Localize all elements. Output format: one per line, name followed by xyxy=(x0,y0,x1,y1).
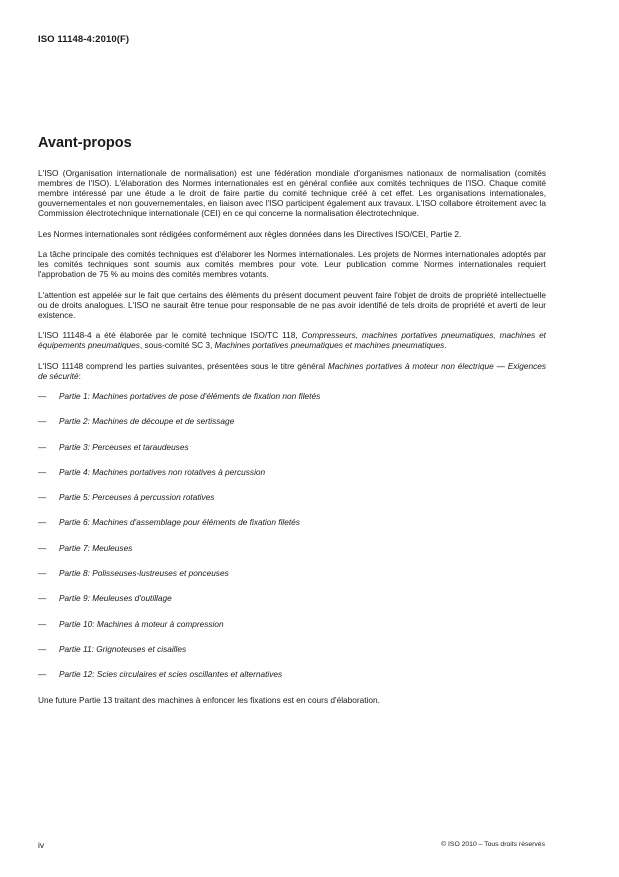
parts-intro-lead: L'ISO 11148 comprend les parties suivantes, présentées sous le titre général xyxy=(38,360,328,371)
list-item xyxy=(38,669,546,694)
parts-intro-end: : xyxy=(78,370,81,381)
parts-list xyxy=(38,391,546,695)
part-label: Partie 5: Perceuses à percussion rotatives xyxy=(59,492,215,503)
copyright-notice: © ISO 2010 – Tous droits réservés xyxy=(441,841,545,848)
list-item xyxy=(38,619,546,644)
em-dash-bullet: — xyxy=(38,593,47,604)
list-item xyxy=(38,568,546,593)
list-item xyxy=(38,492,546,517)
em-dash-bullet: — xyxy=(38,669,47,680)
page-number: iv xyxy=(38,840,45,850)
list-item xyxy=(38,442,546,467)
paragraph-directives: Les Normes internationales sont rédigées conformément aux règles données dans les Directives ISO/CEI, Partie 2. xyxy=(38,228,462,239)
paragraph-patent-rights: L'attention est appelée sur le fait que certains des éléments du présent document peuvent faire l'objet de droits de propriété intellectuelle ou de droits analogues. L'ISO ne saurait être tenue pour responsable de ne pas avoir identifié de tels droits de propriété et averti de leur existence. xyxy=(38,289,546,320)
em-dash-bullet: — xyxy=(38,492,47,503)
part-label: Partie 9: Meuleuses d'outillage xyxy=(59,593,172,604)
em-dash-bullet: — xyxy=(38,517,47,528)
em-dash-bullet: — xyxy=(38,568,47,579)
part-label: Partie 1: Machines portatives de pose d'éléments de fixation non filetés xyxy=(59,391,321,401)
list-item xyxy=(38,467,546,492)
paragraph-parts-intro xyxy=(38,361,546,381)
em-dash-bullet: — xyxy=(38,466,47,477)
general-title: Machines portatives à moteur non électrique — Exigences de sécurité xyxy=(38,360,546,381)
prepared-by-middle: , sous-comité SC 3, xyxy=(139,340,215,350)
part-label: Partie 7: Meuleuses xyxy=(59,542,133,553)
paragraph-technical-committees: La tâche principale des comités techniques est d'élaborer les Normes internationales. Les projets de Normes internationales adoptés par les comités techniques sont soumis aux comités membres pour vote. Leur publication comme Normes internationales requiert l'approbation de 75 % au moins des comités membres votants. xyxy=(38,249,546,279)
em-dash-bullet: — xyxy=(38,618,47,629)
part-label: Partie 11: Grignoteuses et cisailles xyxy=(59,643,187,654)
list-item xyxy=(38,391,546,416)
subcommittee-title: Machines portatives pneumatiques et machines pneumatiques xyxy=(214,340,445,350)
list-item xyxy=(38,416,546,441)
part-label: Partie 12: Scies circulaires et scies oscillantes et alternatives xyxy=(59,669,283,680)
em-dash-bullet: — xyxy=(38,391,47,401)
committee-title: Compresseurs, machines portatives pneumatiques, machines et équipements pneumatiques xyxy=(38,330,546,350)
section-title: Avant-propos xyxy=(38,135,132,151)
prepared-by-lead: L'ISO 11148-4 a été élaborée par le comité technique ISO/TC 118, xyxy=(38,330,302,340)
em-dash-bullet: — xyxy=(38,441,47,452)
paragraph-future-part: Une future Partie 13 traitant des machines à enfoncer les fixations est en cours d'élaboration. xyxy=(38,694,380,705)
foreword-body xyxy=(38,168,546,715)
part-label: Partie 3: Perceuses et taraudeuses xyxy=(59,441,189,452)
list-item xyxy=(38,593,546,618)
prepared-by-end: . xyxy=(444,340,447,350)
part-label: Partie 6: Machines d'assemblage pour éléments de fixation filetés xyxy=(59,517,300,528)
list-item xyxy=(38,543,546,568)
part-label: Partie 8: Polisseuses-lustreuses et ponceuses xyxy=(59,568,229,579)
em-dash-bullet: — xyxy=(38,643,47,654)
em-dash-bullet: — xyxy=(38,542,47,553)
list-item xyxy=(38,644,546,669)
paragraph-iso-organisation: L'ISO (Organisation internationale de normalisation) est une fédération mondiale d'organismes nationaux de normalisation (comités membres de l'ISO). L'élaboration des Normes internationales est en général confiée aux comités techniques de l'ISO. Chaque comité membre intéressé par une étude a le droit de faire partie du comité technique créé à cet effet. Les organisations internationales, gouvernementales et non gouvernementales, en liaison avec l'ISO participent également aux travaux. L'ISO collabore étroitement avec la Commission électrotechnique internationale (CEI) en ce qui concerne la normalisation électrotechnique. xyxy=(38,168,546,218)
paragraph-prepared-by xyxy=(38,330,546,350)
document-id: ISO 11148-4:2010(F) xyxy=(38,34,130,45)
part-label: Partie 4: Machines portatives non rotatives à percussion xyxy=(59,466,266,477)
part-label: Partie 2: Machines de découpe et de sertissage xyxy=(59,416,235,427)
list-item xyxy=(38,517,546,542)
em-dash-bullet: — xyxy=(38,416,47,427)
part-label: Partie 10: Machines à moteur à compression xyxy=(59,618,224,629)
